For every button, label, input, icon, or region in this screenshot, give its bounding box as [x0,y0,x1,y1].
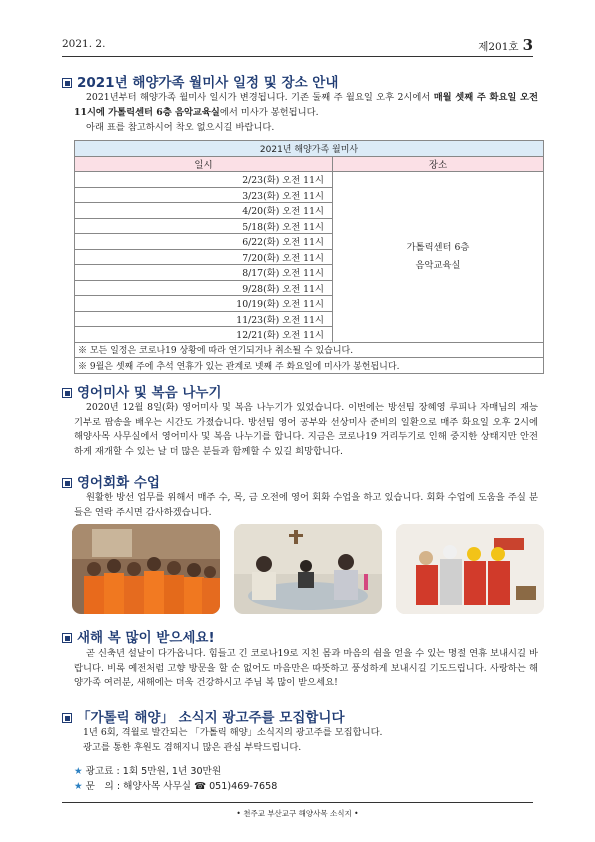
table-row: 11/23(화) 오전 11시 [75,311,333,327]
photo-crew-group [72,524,220,614]
table-row: 3/23(화) 오전 11시 [75,187,333,203]
fee-label: 광고료 [85,766,114,777]
table-row: 7/20(화) 오전 11시 [75,249,333,265]
table-row: 6/22(화) 오전 11시 [75,234,333,250]
table-row: 4/20(화) 오전 11시 [75,203,333,219]
fee-value: : 1회 5만원, 1년 30만원 [116,766,222,777]
schedule-text-a: 2021년부터 해양가족 월미사 일시가 변경됩니다. 기존 둘째 주 월요일 오후 2시에서 [86,92,434,103]
conversation-paragraph: 원활한 방선 업무를 위해서 매주 수, 목, 금 오전에 영어 회화 수업을 하고 있습니다. 회화 수업에 도움을 주실 분들은 연락 주시면 감사하겠습니다. [74,492,538,518]
schedule-note-paragraph: 아래 표를 참고하시어 착오 없으시길 바랍니다. [86,122,275,133]
table-row: 8/17(화) 오전 11시 [75,265,333,281]
schedule-paragraph [74,91,538,120]
square-icon [62,388,72,398]
star-icon: ★ [74,781,83,792]
list-item [74,779,277,794]
section-title-text: 영어회화 수업 [77,475,160,491]
contact-value: : 해양사목 사무실 ☎ 051)469-7658 [116,781,278,792]
section-title-text: 2021년 해양가족 월미사 일정 및 장소 안내 [77,75,339,91]
page-number: 3 [522,36,533,54]
issue-label: 제201호 [478,41,519,53]
ads-line-2: 광고를 통한 후원도 겸해지니 많은 관심 부탁드립니다. [83,741,302,753]
table-place-cell [333,172,544,343]
photo-ship-visit [396,524,544,614]
table-header-place: 장소 [333,156,544,172]
table-caption: 2021년 해양가족 월미사 [75,141,544,157]
square-icon [62,633,72,643]
ads-paragraph [83,726,538,755]
table-row: 5/18(화) 오전 11시 [75,218,333,234]
square-icon [62,78,72,88]
table-row: 10/19(화) 오전 11시 [75,296,333,312]
square-icon [62,713,72,723]
ads-line-1: 1년 6회, 격월로 발간되는 「가톨릭 해양」소식지의 광고주를 모집합니다. [83,727,383,738]
issue-number [478,36,533,54]
new-year-paragraph: 곧 신축년 설날이 다가옵니다. 힘들고 긴 코로나19로 지친 몸과 마음의 쉼을 얻을 수 있는 명절 연휴 보내시길 바랍니다. 비록 예전처럼 고향 방문을 할 순 없어도 마음만은 따뜻하고 풍성하게 보내시길 기도드립니다. 사랑하는 해양가족 여러분, 새해에는 더욱 건강하시고 주님 복 많이 받으세요! [74,648,538,689]
section-title-ads [62,706,345,726]
section-title-text: 영어미사 및 복음 나누기 [77,385,222,401]
section-title-english-mass [62,381,222,401]
table-row: 12/21(화) 오전 11시 [75,327,333,343]
schedule-text-c: 에서 미사가 봉헌됩니다. [219,106,319,118]
table-note-2: ※ 9월은 셋째 주에 추석 연휴가 있는 관계로 넷째 주 화요일에 미사가 봉헌됩니다. [75,358,544,374]
issue-date: 2021. 2. [62,38,106,50]
table-header-date: 일시 [75,156,333,172]
ads-info-list [74,764,277,794]
section-title-text: 「가톨릭 해양」 소식지 광고주를 모집합니다 [77,710,345,726]
place-line-2: 음악교육실 [415,259,461,271]
section-title-text: 새해 복 많이 받으세요! [77,630,215,646]
schedule-text-bold: 매월 셋째 주 화요일 오전 11시에 가톨릭센터 6층 음악교육실 [74,92,538,118]
place-line-1: 가톨릭센터 6층 [406,241,470,253]
table-note-1: ※ 모든 일정은 코로나19 상황에 따라 연기되거나 취소될 수 있습니다. [75,342,544,358]
page-header [62,34,533,57]
section-title-conversation [62,471,160,491]
section-title-schedule [62,71,338,91]
contact-label: 문 의 [85,781,114,792]
page-footer: • 천주교 부산교구 해양사목 소식지 • [62,802,533,819]
table-row: 9/28(화) 오전 11시 [75,280,333,296]
square-icon [62,478,72,488]
list-item [74,764,277,779]
schedule-table [74,140,544,374]
table-row: 2/23(화) 오전 11시 [75,172,333,188]
photo-english-class [234,524,382,614]
star-icon: ★ [74,766,83,777]
english-mass-paragraph: 2020년 12월 8일(화) 영어미사 및 복음 나누기가 있었습니다. 이번에는 방선팀 장혜영 루피나 자매님의 재능 기부로 팝송을 배우는 시간도 가졌습니다. 방선팀 영어 공부와 선상미사 준비의 일환으로 매주 화요일 오후 2시에 해양사목 사무실에서 영어미사 및 복음 나누기를 합니다. 지금은 코로나19 거리두기로 인해 중지한 상태지만 안전하게 재개할 수 있는 날 더 많은 분들과 함께할 수 있길 희망합니다. [74,402,538,457]
section-title-new-year [62,626,215,646]
